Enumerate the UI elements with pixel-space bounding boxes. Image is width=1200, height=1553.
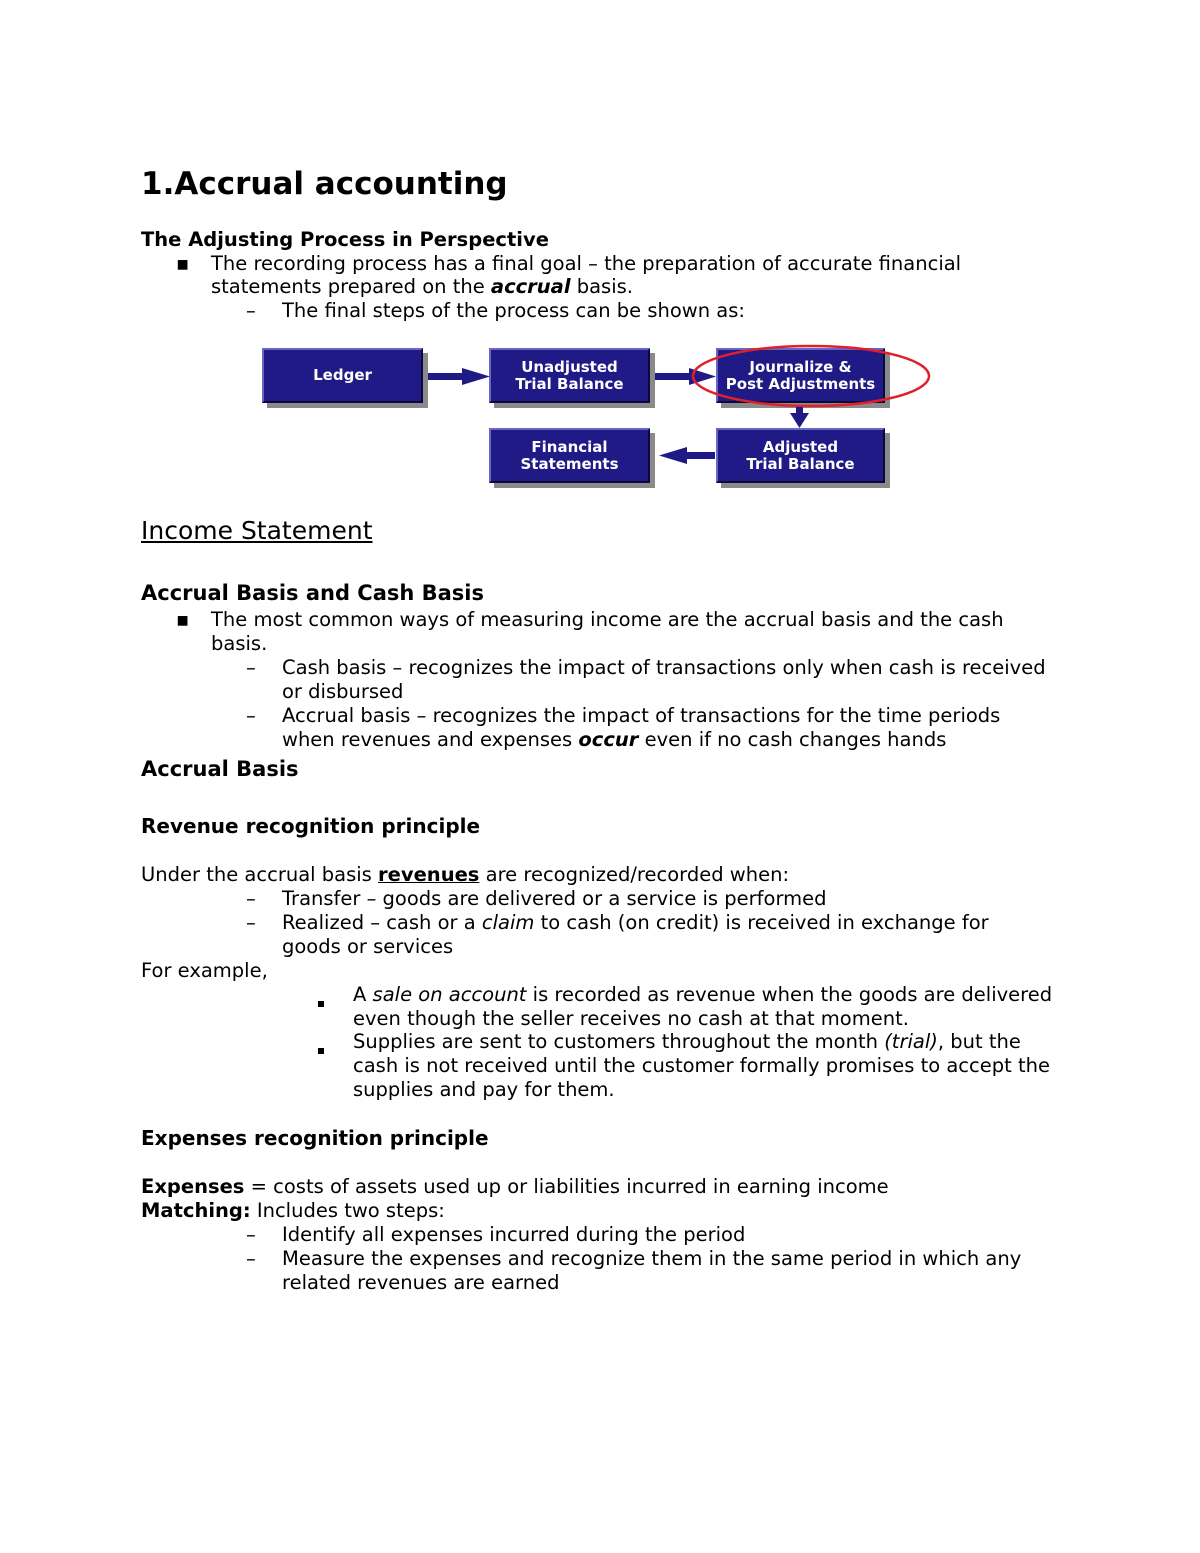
dash-marker: – [246,299,256,322]
trial-emphasis: (trial) [884,1030,938,1053]
step2-line1: Measure the expenses and recognize them in the same period in which any [282,1247,1022,1270]
dash-marker: – [246,911,256,934]
arrow-right-icon [655,368,716,385]
sale-on-account-emphasis: sale on account [372,983,527,1006]
claim-emphasis: claim [481,911,535,934]
dash-marker: – [246,704,256,727]
step2-line2: related revenues are earned [282,1271,560,1294]
recording-goal-line1: The recording process has a final goal – the preparation of accurate financial [211,252,962,275]
measuring-income-line1: The most common ways of measuring income are the accrual basis and the cash [211,608,1004,631]
realized-line2: goods or services [282,935,454,958]
for-example: For example, [141,959,268,982]
arrow-right-icon [428,368,490,385]
arrow-left-icon [659,447,715,464]
bullet-marker: ▪ [176,608,190,631]
realized-line1: Realized – cash or a claim to cash (on credit) is received in exchange for [282,911,989,934]
expenses-label: Expenses [141,1175,245,1198]
accrual-basis-heading: Accrual Basis [141,757,299,781]
expenses-recognition-heading: Expenses recognition principle [141,1126,489,1150]
dash-marker: – [246,1223,256,1246]
adjusting-process-heading: The Adjusting Process in Perspective [141,228,549,251]
page-title: 1.Accrual accounting [141,166,508,202]
revenues-emphasis: revenues [378,863,480,886]
bullet-marker: ▪ [176,252,190,275]
dash-marker: – [246,887,256,910]
under-accrual-line: Under the accrual basis revenues are recognized/recorded when: [141,863,790,886]
journalize-post-adjustments-box: Journalize & Post Adjustments [716,348,885,403]
unadjusted-trial-balance-box: Unadjusted Trial Balance [489,348,650,403]
recording-goal-line2: statements prepared on the accrual basis. [211,275,633,298]
dash-marker: – [246,656,256,679]
accrual-emphasis: accrual [490,275,571,298]
measuring-income-line2: basis. [211,632,268,655]
final-steps-text: The final steps of the process can be shown as: [282,299,745,322]
highlight-circle [693,346,929,406]
square-bullet-icon [318,1039,324,1058]
arrow-down-icon [790,405,809,428]
flowchart-arrows [0,0,1200,520]
matching-label: Matching: [141,1199,251,1222]
cash-basis-line1: Cash basis – recognizes the impact of transactions only when cash is received [282,656,1046,679]
matching-line: Matching: Includes two steps: [141,1199,445,1222]
income-statement-heading: Income Statement [141,516,373,545]
example1-line2: even though the seller receives no cash at that moment. [353,1007,909,1030]
ledger-box: Ledger [262,348,423,403]
example1-line1: A sale on account is recorded as revenue when the goods are delivered [353,983,1053,1006]
financial-statements-box: Financial Statements [489,428,650,483]
revenue-recognition-heading: Revenue recognition principle [141,814,481,838]
step1-line: Identify all expenses incurred during the period [282,1223,746,1246]
occur-emphasis: occur [578,728,639,751]
accrual-basis-line2: when revenues and expenses occur even if no cash changes hands [282,728,947,751]
accrual-basis-line1: Accrual basis – recognizes the impact of transactions for the time periods [282,704,1001,727]
adjusted-trial-balance-box: Adjusted Trial Balance [716,428,885,483]
accrual-cash-heading: Accrual Basis and Cash Basis [141,581,485,605]
expenses-definition: Expenses = costs of assets used up or liabilities incurred in earning income [141,1175,889,1198]
cash-basis-line2: or disbursed [282,680,404,703]
square-bullet-icon [318,992,324,1011]
dash-marker: – [246,1247,256,1270]
transfer-line: Transfer – goods are delivered or a service is performed [282,887,827,910]
example2-line3: supplies and pay for them. [353,1078,615,1101]
example2-line1: Supplies are sent to customers throughout the month (trial), but the [353,1030,1021,1053]
example2-line2: cash is not received until the customer formally promises to accept the [353,1054,1050,1077]
